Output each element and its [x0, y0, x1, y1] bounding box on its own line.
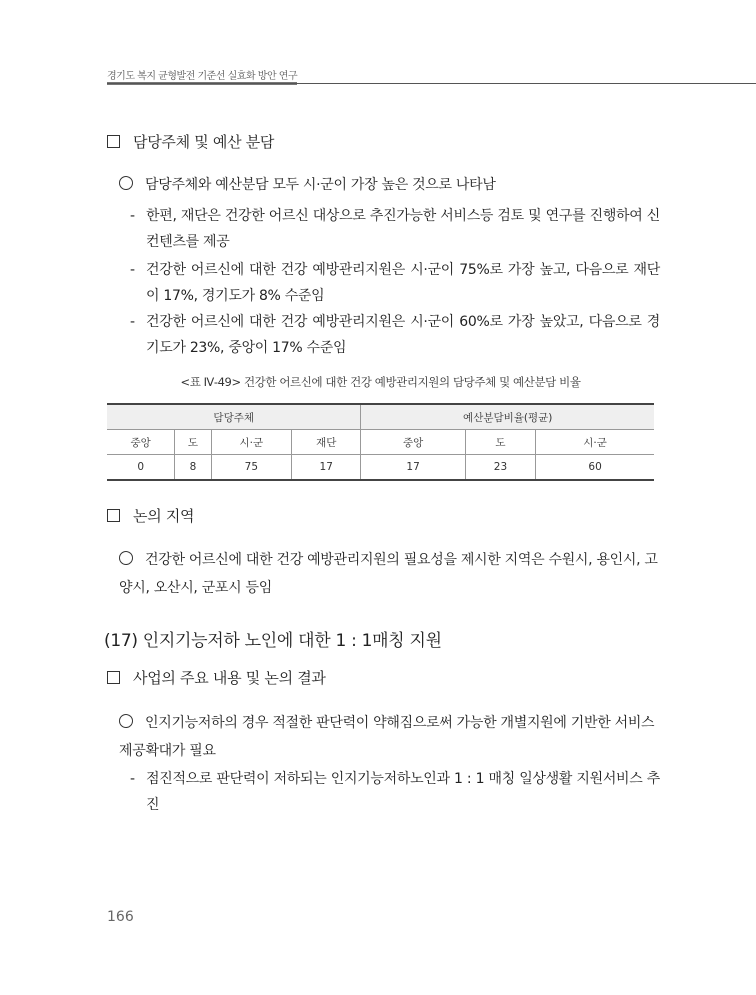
table-sub-header-row — [107, 430, 654, 455]
running-title: 경기도 복지 균형발전 기준선 실효화 방안 연구 — [107, 71, 298, 82]
table-cell: 17 — [361, 455, 465, 481]
table-group-header: 담당주체 — [107, 404, 361, 430]
table-cell: 75 — [211, 455, 291, 481]
square-bullet-icon — [107, 135, 120, 148]
table-header-cell: 도 — [465, 430, 535, 455]
square-bullet-icon — [107, 671, 120, 684]
table-header-cell: 중앙 — [107, 430, 175, 455]
table-cell: 8 — [175, 455, 211, 481]
point-regions: 건강한 어르신에 대한 건강 예방관리지원의 필요성을 제시한 지역은 수원시, 용인시, 고양시, 오산시, 군포시 등임 — [119, 552, 658, 596]
table-header-cell: 시·군 — [211, 430, 291, 455]
heading-regions: 논의 지역 — [107, 505, 194, 527]
point-responsibility: 담당주체와 예산분담 모두 시·군이 가장 높은 것으로 나타남 — [119, 174, 659, 196]
circle-bullet-icon — [119, 714, 133, 728]
heading-responsibility: 담당주체 및 예산 분담 — [107, 131, 274, 153]
table-group-header: 예산분담비율(평균) — [361, 404, 654, 430]
table-cell: 23 — [465, 455, 535, 481]
point-main-content: 인지기능저하의 경우 적절한 판단력이 약해짐으로써 가능한 개별지원에 기반한 서비스 제공확대가 필요 — [119, 715, 655, 759]
table-cell: 0 — [107, 455, 175, 481]
table-cell: 60 — [536, 455, 654, 481]
table-header-cell: 재단 — [291, 430, 360, 455]
page-number: 166 — [107, 909, 134, 925]
circle-bullet-icon — [119, 176, 133, 190]
dash-item: - 건강한 어르신에 대한 건강 예방관리지원은 시·군이 60%로 가장 높았고, 다음으로 경기도가 23%, 중앙이 17% 수준임 — [130, 314, 660, 356]
data-table — [107, 403, 654, 481]
dash-item: - 한편, 재단은 건강한 어르신 대상으로 추진가능한 서비스등 검토 및 연구를 진행하여 신 컨텐츠를 제공 — [130, 208, 660, 250]
table-cell: 17 — [291, 455, 360, 481]
circle-bullet-icon — [119, 551, 133, 565]
square-bullet-icon — [107, 509, 120, 522]
section-title: (17) 인지기능저하 노인에 대한 1 : 1매칭 지원 — [104, 631, 442, 651]
table-header-cell: 중앙 — [361, 430, 465, 455]
table-group-header-row — [107, 404, 654, 430]
table-header-cell: 도 — [175, 430, 211, 455]
table-row — [107, 455, 654, 481]
dash-item: - 점진적으로 판단력이 저하되는 인지기능저하노인과 1 : 1 매칭 일상생활 지원서비스 추진 — [130, 771, 660, 813]
header-rule — [107, 83, 756, 84]
table-header-cell: 시·군 — [536, 430, 654, 455]
dash-item: - 건강한 어르신에 대한 건강 예방관리지원은 시·군이 75%로 가장 높고, 다음으로 재단이 17%, 경기도가 8% 수준임 — [130, 262, 660, 304]
heading-main-content: 사업의 주요 내용 및 논의 결과 — [107, 667, 326, 689]
table-caption: <표 Ⅳ-49> 건강한 어르신에 대한 건강 예방관리지원의 담당주체 및 예산분담 비율 — [180, 375, 581, 389]
